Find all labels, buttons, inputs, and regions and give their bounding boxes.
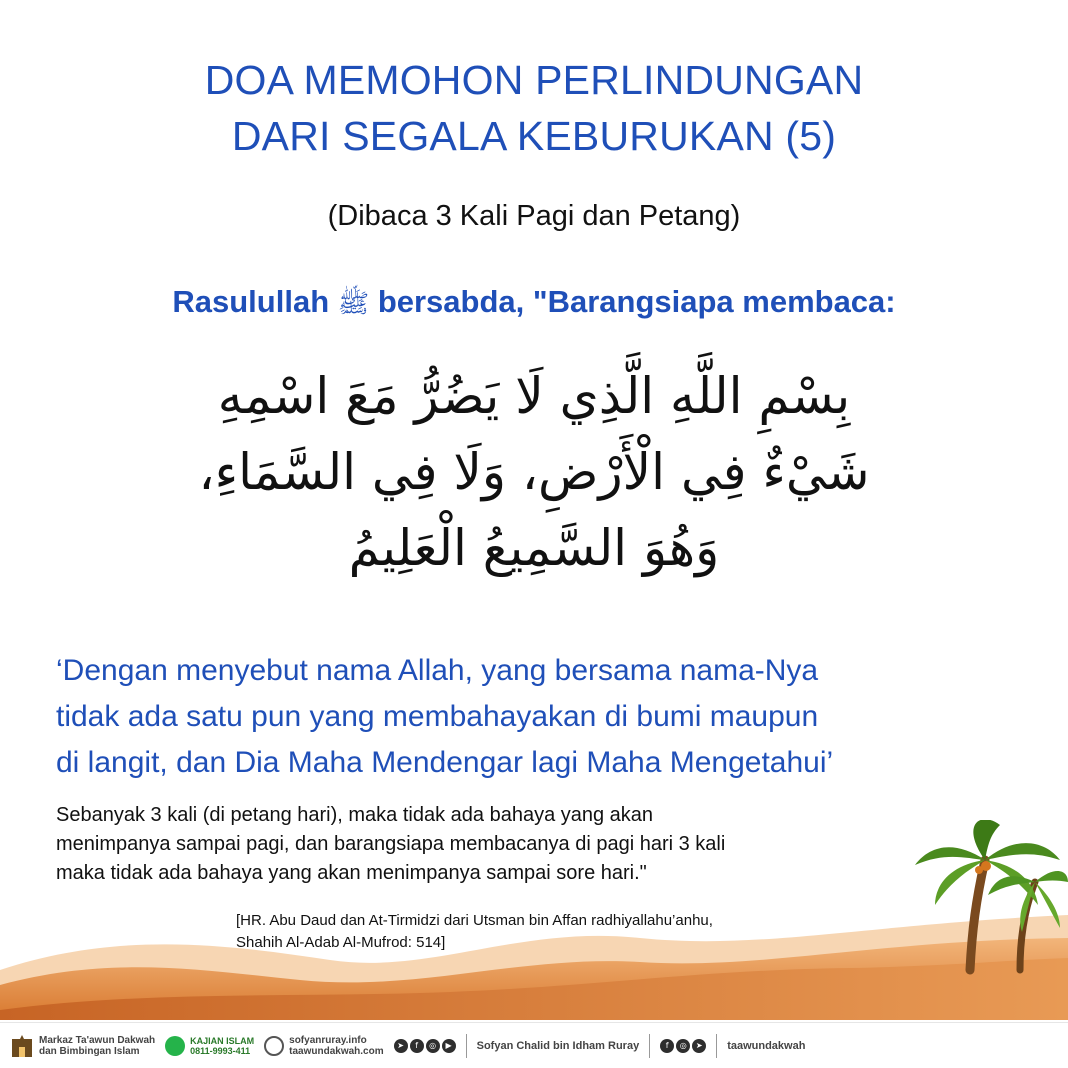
arabic-line-2: شَيْءٌ فِي الْأَرْضِ، وَلَا فِي السَّمَاءِ، xyxy=(198,443,870,501)
translation-line-2: tidak ada satu pun yang membahayakan di bumi maupun xyxy=(56,700,819,733)
footer-bar xyxy=(0,1022,1068,1068)
benefit-line-3: maka tidak ada bahaya yang akan menimpanya sampai sore hari." xyxy=(56,862,647,884)
intro-before: Rasulullah xyxy=(172,284,330,319)
author-name: Sofyan Chalid bin Idham Ruray xyxy=(476,1039,640,1052)
intro-after: bersabda, "Barangsiapa membaca: xyxy=(377,284,896,319)
arabic-line-3: وَهُوَ السَّمِيعُ الْعَلِيمُ xyxy=(348,519,720,577)
hadith-intro xyxy=(0,281,1068,325)
social-icons-2 xyxy=(660,1039,706,1053)
whatsapp-icon xyxy=(165,1036,185,1056)
facebook-icon-2[interactable]: f xyxy=(660,1039,674,1053)
subtitle: (Dibaca 3 Kali Pagi dan Petang) xyxy=(327,200,741,232)
source-line-1: [HR. Abu Daud dan At-Tirmidzi dari Utsman bin Affan radhiyallahu’anhu, xyxy=(236,912,713,929)
whatsapp-number: 0811-9993-411 xyxy=(190,1045,251,1056)
translation-line-1: ‘Dengan menyebut nama Allah, yang bersama nama-Nya xyxy=(56,654,819,687)
youtube-icon[interactable]: ▶ xyxy=(442,1039,456,1053)
org-name-line-2: dan Bimbingan Islam xyxy=(39,1045,140,1057)
source-line-2: Shahih Al-Adab Al-Mufrod: 514] xyxy=(236,934,446,951)
arabic-line-1: بِسْمِ اللَّهِ الَّذِي لَا يَضُرُّ مَعَ اسْمِهِ xyxy=(217,367,851,425)
website-1: sofyanruray.info xyxy=(289,1034,367,1046)
whatsapp-label: KAJIAN ISLAM xyxy=(190,1035,255,1046)
website-links[interactable] xyxy=(264,1035,383,1057)
telegram-icon[interactable]: ➤ xyxy=(394,1039,408,1053)
instagram-icon[interactable]: ◎ xyxy=(426,1039,440,1053)
benefit-line-1: Sebanyak 3 kali (di petang hari), maka tidak ada bahaya yang akan xyxy=(56,804,654,826)
honorific-glyph: ﷺ xyxy=(337,289,370,319)
translation-line-3: di langit, dan Dia Maha Mendengar lagi Maha Mengetahui’ xyxy=(56,746,834,779)
footer-divider-2 xyxy=(649,1034,650,1058)
translation xyxy=(56,648,1036,786)
mosque-logo-icon xyxy=(10,1033,34,1059)
footer-divider-3 xyxy=(716,1034,717,1058)
social-handle: taawundakwah xyxy=(727,1039,806,1052)
palm-leaves-1 xyxy=(915,820,1060,905)
facebook-icon[interactable]: f xyxy=(410,1039,424,1053)
benefit-line-2: menimpanya sampai pagi, dan barangsiapa membacanya di pagi hari 3 kali xyxy=(56,833,726,855)
website-2: taawundakwah.com xyxy=(289,1045,384,1057)
whatsapp-contact[interactable] xyxy=(165,1036,254,1056)
hadith-source xyxy=(236,910,956,954)
title-line-1: DOA MEMOHON PERLINDUNGAN xyxy=(204,57,864,103)
globe-icon xyxy=(264,1036,284,1056)
page-title xyxy=(0,52,1068,164)
arabic-dua xyxy=(100,358,968,586)
telegram-icon-2[interactable]: ➤ xyxy=(692,1039,706,1053)
social-icons-1 xyxy=(394,1039,456,1053)
benefit-text xyxy=(56,801,916,888)
instagram-icon-2[interactable]: ◎ xyxy=(676,1039,690,1053)
org-branding xyxy=(10,1033,155,1059)
footer-divider-1 xyxy=(466,1034,467,1058)
title-line-2: DARI SEGALA KEBURUKAN (5) xyxy=(231,113,837,159)
org-name-line-1: Markaz Ta'awun Dakwah xyxy=(39,1034,156,1046)
